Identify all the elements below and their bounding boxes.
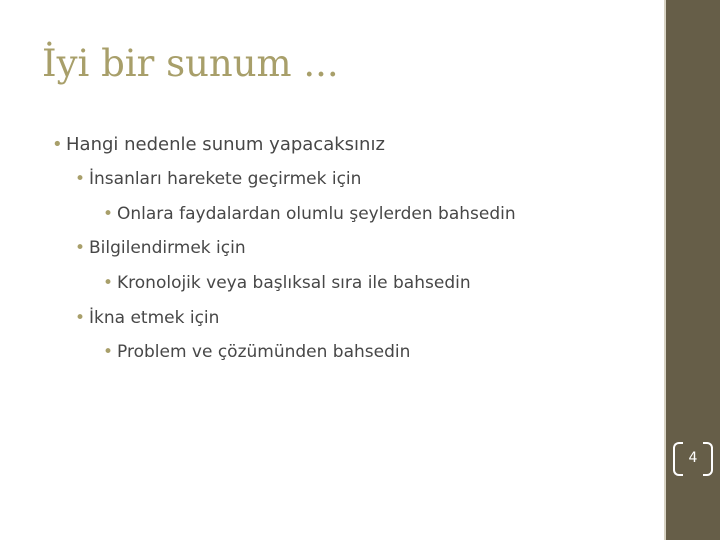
bullet-text: Hangi nedenle sunum yapacaksınız bbox=[66, 134, 385, 155]
bullet-dot-icon: • bbox=[103, 204, 114, 224]
page-number: 4 bbox=[688, 450, 698, 466]
bullet-item bbox=[52, 136, 385, 154]
bullet-item bbox=[75, 310, 219, 327]
bullet-dot-icon: • bbox=[103, 273, 114, 293]
bullet-text: İnsanları harekete geçirmek için bbox=[89, 169, 362, 189]
bullet-item bbox=[103, 344, 410, 361]
bullet-dot-icon: • bbox=[75, 238, 86, 258]
bullet-text: Bilgilendirmek için bbox=[89, 238, 246, 258]
bullet-text: Kronolojik veya başlıksal sıra ile bahsedin bbox=[117, 273, 471, 293]
bullet-text: Onlara faydalardan olumlu şeylerden bahsedin bbox=[117, 204, 516, 224]
bullet-item bbox=[75, 240, 246, 257]
bullet-text: Problem ve çözümünden bahsedin bbox=[117, 342, 411, 362]
page-number-frame bbox=[669, 440, 717, 476]
bullet-dot-icon: • bbox=[103, 342, 114, 362]
bullet-dot-icon: • bbox=[75, 308, 86, 328]
bullet-item bbox=[103, 206, 516, 223]
slide-title: İyi bir sunum ... bbox=[42, 42, 339, 85]
bullet-item bbox=[103, 275, 471, 292]
bullet-text: İkna etmek için bbox=[89, 308, 220, 328]
bullet-item bbox=[75, 171, 361, 188]
bullet-dot-icon: • bbox=[75, 169, 86, 189]
bullet-dot-icon: • bbox=[52, 134, 63, 155]
